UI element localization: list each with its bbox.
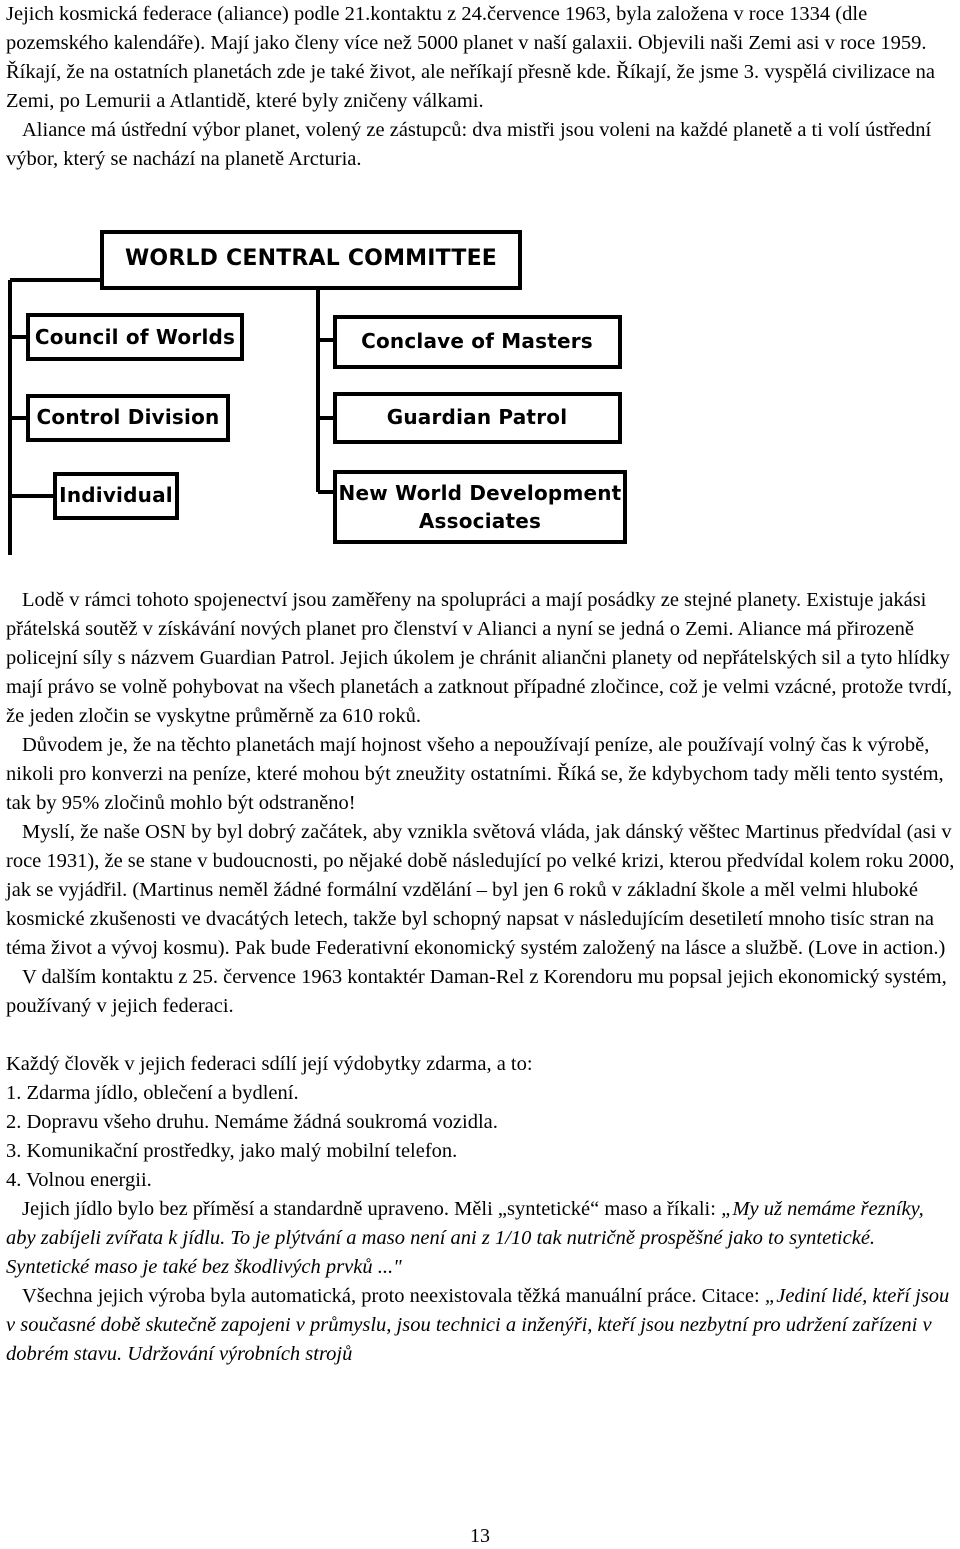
body-paragraph-3: Myslí, že naše OSN by byl dobrý začátek, aby vznikla světová vláda, jak dánský věštec Martinus předvídal (asi v roce 1931), že se stane v budoucnosti, po nějaké době následující po velké krizi, kterou předvídal kolem roku 2000, jak se vyjádřil. (Martinus neměl žádné formální vzdělání – byl jen 6 roků v základní škole a měl velmi hluboké kosmické zkušenosti ve dvacátých letech, takže byl schopný napsat v následujícím desetiletí mnoho tisíc stran na téma život a vývoj kosmu). Pak bude Federativní ekonomický systém založený na lásce a službě. (Love in action.) xyxy=(6,821,955,959)
page-number: 13 xyxy=(470,1525,490,1547)
council-of-worlds-label: Council of Worlds xyxy=(34,325,236,349)
conclave-of-masters-label: Conclave of Masters xyxy=(361,329,593,353)
intro-paragraph-2: Aliance má ústřední výbor planet, volený ze zástupců: dva mistři jsou voleni na každé planetě a ti volí ústřední výbor, který se nachází na planetě Arcturia. xyxy=(6,119,932,170)
body-paragraph-1: Lodě v rámci tohoto spojenectví jsou zaměřeny na spolupráci a mají posádky ze stejné planety. Existuje jakási přátelská soutěž v získávání nových planet pro členství v Alianci a nyní se jedná o Zemi. Aliance má přirozeně policejní síly s názvem Guardian Patrol. Jejich úkolem je chránit aliančni planety od nepřátelských sil a tyto hlídky mají právo se volně pohybovat na všech planetách a zatknout případné zločince, což je velmi vzácné, protože tvrdí, že jeden zločin se vyskytne průměrně za 610 roků. xyxy=(6,589,953,727)
body-paragraph-5: Každý člověk v jejich federaci sdílí její výdobytky zdarma, a to: xyxy=(6,1053,533,1075)
body-paragraph-4: V dalším kontaktu z 25. července 1963 kontaktér Daman-Rel z Korendoru mu popsal jejich ekonomický systém, používaný v jejich federaci. xyxy=(6,966,947,1017)
blank-line xyxy=(6,1021,956,1050)
paragraph-6-quote: „My už nemáme řezníky, aby zabíjeli zvířata k jídlu. To je plýtvání a maso není ani z 1/10 tak nutričně prospěšné jako to syntetické. Syntetické maso je také bez škodlivých prvků ..." xyxy=(6,1198,924,1278)
control-division-label: Control Division xyxy=(36,405,220,429)
committee-diagram xyxy=(0,210,640,560)
body-section xyxy=(6,586,956,1369)
body-paragraph-2: Důvodem je, že na těchto planetách mají hojnost všeho a nepoužívají peníze, ale používají volný čas k výrobě, nikoli pro konverzi na peníze, které mohou být zneužity ostatními. Říká se, že kdybychom tady měli tento systém, tak by 95% zločinů mohlo být odstraněno! xyxy=(6,734,944,814)
list-item: 2. Dopravu všeho druhu. Nemáme žádná soukromá vozidla. xyxy=(6,1111,498,1133)
guardian-patrol-label: Guardian Patrol xyxy=(386,405,568,429)
paragraph-7-quote: „Jediní lidé, kteří jsou v současné době skutečně zapojeni v průmyslu, jsou technici a inženýři, kteří jsou nezbytní pro udržení zařízeni v dobrém stavu. Udržování výrobních strojů xyxy=(6,1285,950,1365)
associates-label: Associates xyxy=(418,509,542,533)
intro-section xyxy=(6,0,956,174)
list-item: 4. Volnou energii. xyxy=(6,1169,152,1191)
committee-title-label: WORLD CENTRAL COMMITTEE xyxy=(124,246,498,271)
body-paragraph-7 xyxy=(6,1282,956,1369)
list-item: 3. Komunikační prostředky, jako malý mobilní telefon. xyxy=(6,1140,458,1162)
individual-label: Individual xyxy=(59,483,173,507)
intro-paragraph-1: Jejich kosmická federace (aliance) podle 21.kontaktu z 24.července 1963, byla založena v roce 1334 (dle pozemského kalendáře). Mají jako členy více než 5000 planet v naší galaxii. Objevili naši Zemi asi v roce 1959. Říkají, že na ostatních planetách zde je také život, ale neříkají přesně kde. Říkají, že jsme 3. vyspělá civilizace na Zemi, po Lemurii a Atlantidě, které byly zničeny válkami. xyxy=(6,3,935,112)
paragraph-7-text: Všechna jejich výroba byla automatická, proto neexistovala těžká manuální práce. Citace: xyxy=(22,1285,765,1307)
list-item: 1. Zdarma jídlo, oblečení a bydlení. xyxy=(6,1082,299,1104)
new-world-development-label: New World Development xyxy=(338,481,622,505)
body-paragraph-6 xyxy=(6,1195,956,1282)
paragraph-6-text: Jejich jídlo bylo bez příměsí a standardně upraveno. Měli „syntetické“ maso a říkali: xyxy=(22,1198,722,1220)
